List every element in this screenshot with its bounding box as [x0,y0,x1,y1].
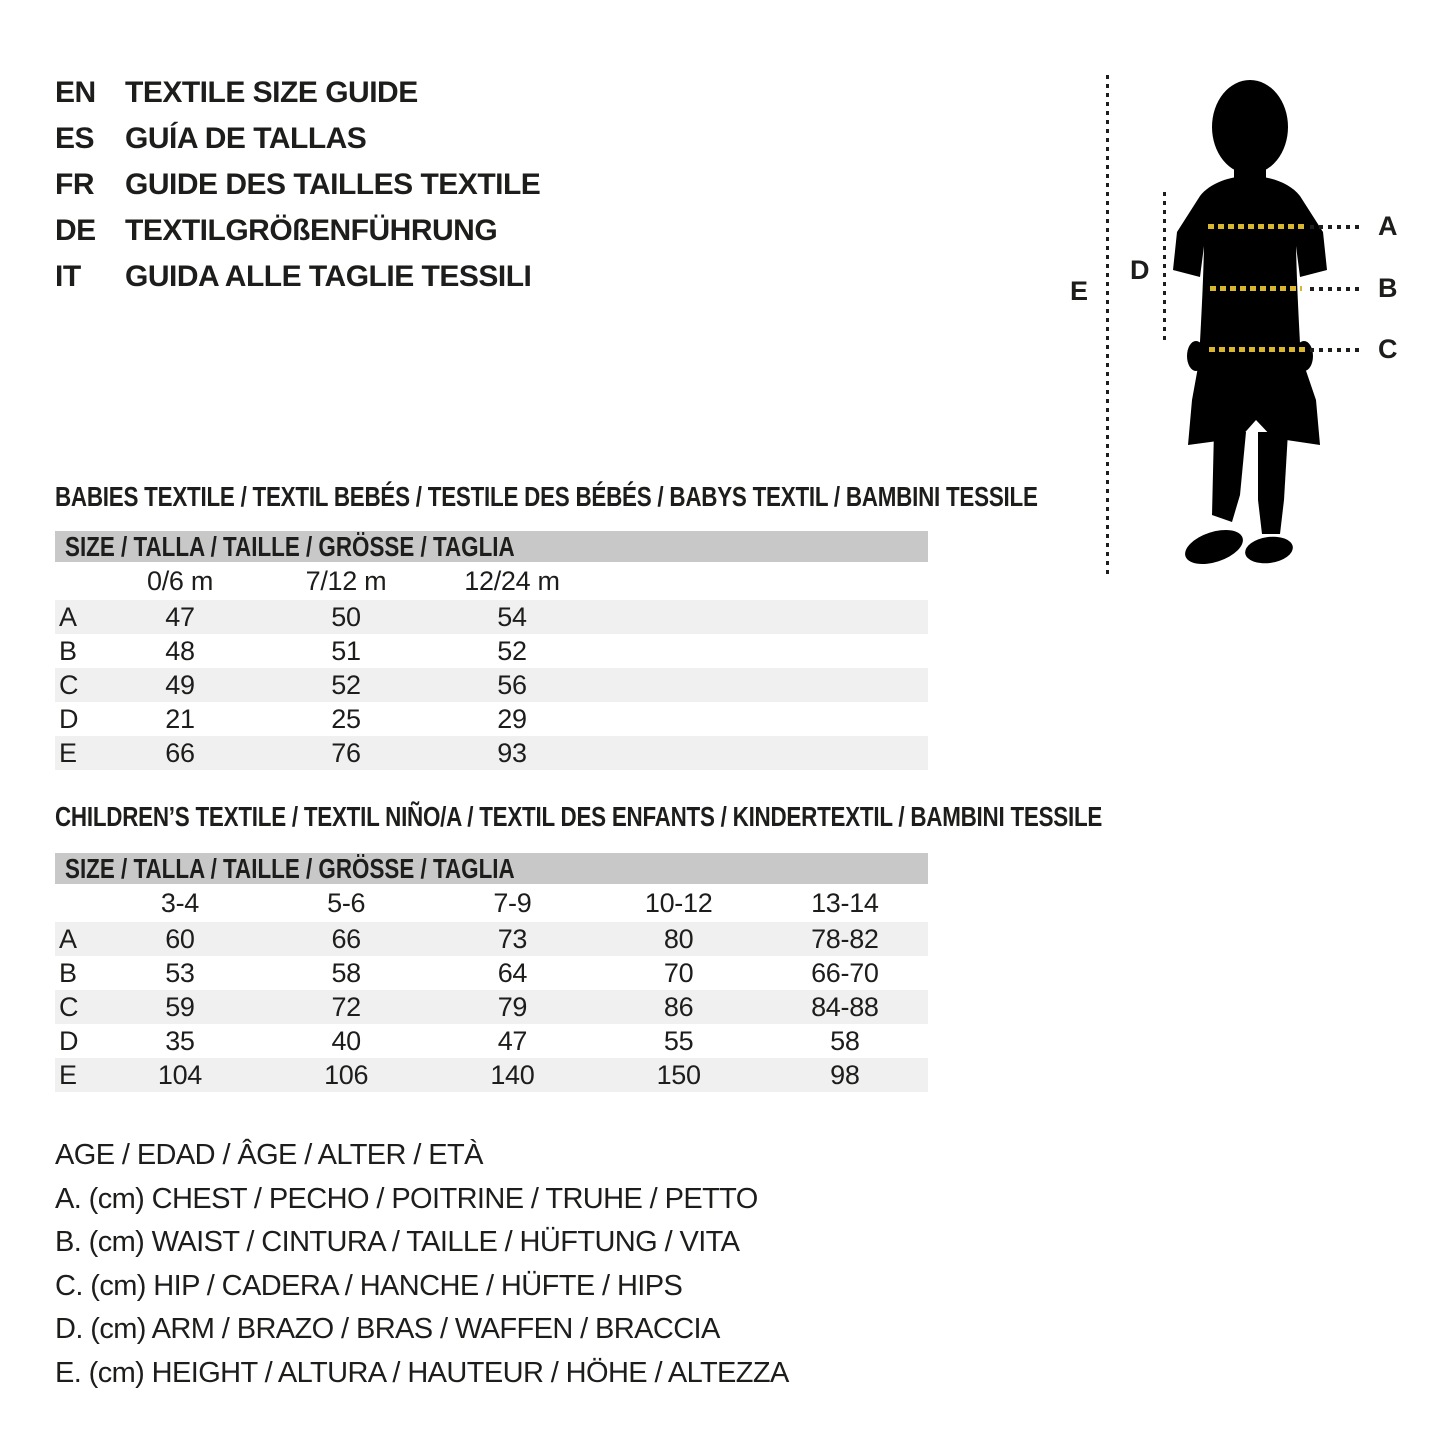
table-cell: 80 [663,924,694,954]
language-row-it [55,254,540,300]
table-row [55,600,928,634]
legend-age: AGE / EDAD / ÂGE / ALTER / ETÀ [55,1139,483,1171]
silhouette-shorts [1188,356,1320,445]
column-header: 12/24 m [464,566,560,596]
table-cell: 49 [165,670,195,700]
row-label: E [59,1060,77,1090]
table-row [55,922,928,956]
table-row [55,634,928,668]
babies-size-header-bar [55,531,928,562]
language-code: DE [55,214,96,247]
babies-section-title-text: BABIES TEXTILE / TEXTIL BEBÉS / TESTILE DES BÉBÉS / BABYS TEXTIL / BAMBINI TESSILE [55,481,1038,512]
language-code: FR [55,168,94,201]
row-label: B [59,636,77,666]
language-code: EN [55,76,96,109]
column-header: 5-6 [327,888,366,918]
legend-waist-b: B. (cm) WAIST / CINTURA / TAILLE / HÜFTUNG / VITA [55,1226,740,1258]
table-row [55,1058,928,1092]
babies-section-title [55,481,1283,513]
table-cell: 25 [331,704,361,734]
table-cell: 79 [497,992,528,1022]
table-cell: 70 [663,958,694,988]
column-header: 0/6 m [146,566,214,596]
row-label: D [59,1026,79,1056]
measure-label-c: C [1378,334,1398,364]
language-title: TEXTILGRÖßENFÜHRUNG [125,214,498,247]
table-row [55,668,928,702]
silhouette-right-shoe [1243,534,1294,566]
table-cell: 64 [497,958,528,988]
table-cell: 29 [497,704,527,734]
babies-column-header-row [55,562,928,600]
chest-measure-leader-a [1310,225,1362,229]
language-row-de [55,208,540,254]
table-cell: 50 [331,602,361,632]
table-cell: 78-82 [811,924,879,954]
table-cell: 86 [663,992,694,1022]
table-cell: 40 [331,1026,361,1056]
language-row-en [55,70,540,116]
table-cell: 51 [331,636,361,666]
language-title-block [55,70,540,300]
table-cell: 104 [157,1060,203,1090]
table-cell: 76 [331,738,361,768]
children-section-title [55,801,1364,833]
table-cell: 53 [165,958,195,988]
table-cell: 56 [497,670,527,700]
table-row [55,702,928,736]
size-header-text: SIZE / TALLA / TAILLE / GRÖSSE / TAGLIA [65,531,515,562]
chest-measure-dash-a [1208,224,1304,229]
language-row-fr [55,162,540,208]
language-title: TEXTILE SIZE GUIDE [125,76,418,109]
table-row [55,1024,928,1058]
table-row [55,956,928,990]
table-cell: 55 [663,1026,694,1056]
legend-hip-c: C. (cm) HIP / CADERA / HANCHE / HÜFTE / HIPS [55,1269,683,1302]
legend-chest-a: A. (cm) CHEST / PECHO / POITRINE / TRUHE / PETTO [55,1182,758,1215]
table-cell: 52 [497,636,527,666]
hip-measure-leader-c [1310,348,1362,352]
silhouette-left-shoe [1181,523,1247,570]
column-header: 10-12 [644,888,713,918]
language-row-es [55,116,540,162]
table-cell: 21 [165,704,195,734]
waist-measure-leader-b [1310,287,1362,291]
size-header-text: SIZE / TALLA / TAILLE / GRÖSSE / TAGLIA [65,853,515,884]
language-title: GUIDE DES TAILLES TEXTILE [125,168,541,201]
children-section-title-text: CHILDREN’S TEXTILE / TEXTIL NIÑO/A / TEXTIL DES ENFANTS / KINDERTEXTIL / BAMBINI TESSILE [55,801,1103,832]
column-header: 7/12 m [305,566,387,596]
table-cell: 73 [497,924,528,954]
table-cell: 47 [165,602,195,632]
children-size-header-bar [55,853,928,884]
language-title: GUIDA ALLE TAGLIE TESSILI [125,260,532,293]
table-cell: 47 [497,1026,528,1056]
babies-size-table [55,531,928,770]
hip-measure-dash-c [1209,347,1306,352]
measure-label-d: D [1130,255,1150,285]
row-label: D [59,704,79,734]
language-code: ES [55,122,95,155]
table-cell: 48 [165,636,195,666]
row-label: C [59,992,79,1022]
table-cell: 93 [497,738,527,768]
silhouette-head [1212,80,1288,174]
measurement-legend [55,1134,789,1395]
table-row [55,736,928,770]
table-cell: 59 [165,992,195,1022]
row-label: C [59,670,79,700]
language-title: GUÍA DE TALLAS [125,122,367,155]
language-code: IT [55,260,81,293]
legend-height-e: E. (cm) HEIGHT / ALTURA / HAUTEUR / HÖHE / ALTEZZA [55,1356,789,1389]
table-cell: 98 [830,1060,860,1090]
children-column-header-row [55,884,928,922]
row-label: E [59,738,77,768]
table-cell: 84-88 [811,992,879,1022]
column-header: 3-4 [160,888,199,918]
table-cell: 52 [331,670,361,700]
silhouette-tshirt [1173,176,1327,362]
legend-arm-d: D. (cm) ARM / BRAZO / BRAS / WAFFEN / BRACCIA [55,1313,720,1345]
measure-label-e: E [1070,276,1089,306]
table-cell: 35 [165,1026,195,1056]
row-label: A [59,924,77,954]
table-cell: 140 [490,1060,535,1090]
row-label: B [59,958,77,988]
table-cell: 72 [331,992,361,1022]
table-cell: 54 [497,602,527,632]
table-cell: 66-70 [811,958,879,988]
row-label: A [59,602,77,632]
measure-label-b: B [1378,273,1398,303]
waist-measure-dash-b [1210,286,1302,291]
table-cell: 58 [331,958,361,988]
table-cell: 58 [830,1026,860,1056]
measure-label-a: A [1378,211,1398,241]
column-header: 7-9 [493,888,532,918]
table-cell: 66 [165,738,195,768]
table-cell: 106 [324,1060,369,1090]
table-cell: 60 [165,924,195,954]
children-size-table [55,853,928,1092]
arm-measure-line-d [1163,192,1166,345]
column-header: 13-14 [811,888,879,918]
table-cell: 66 [331,924,361,954]
table-row [55,990,928,1024]
table-cell: 150 [656,1060,701,1090]
